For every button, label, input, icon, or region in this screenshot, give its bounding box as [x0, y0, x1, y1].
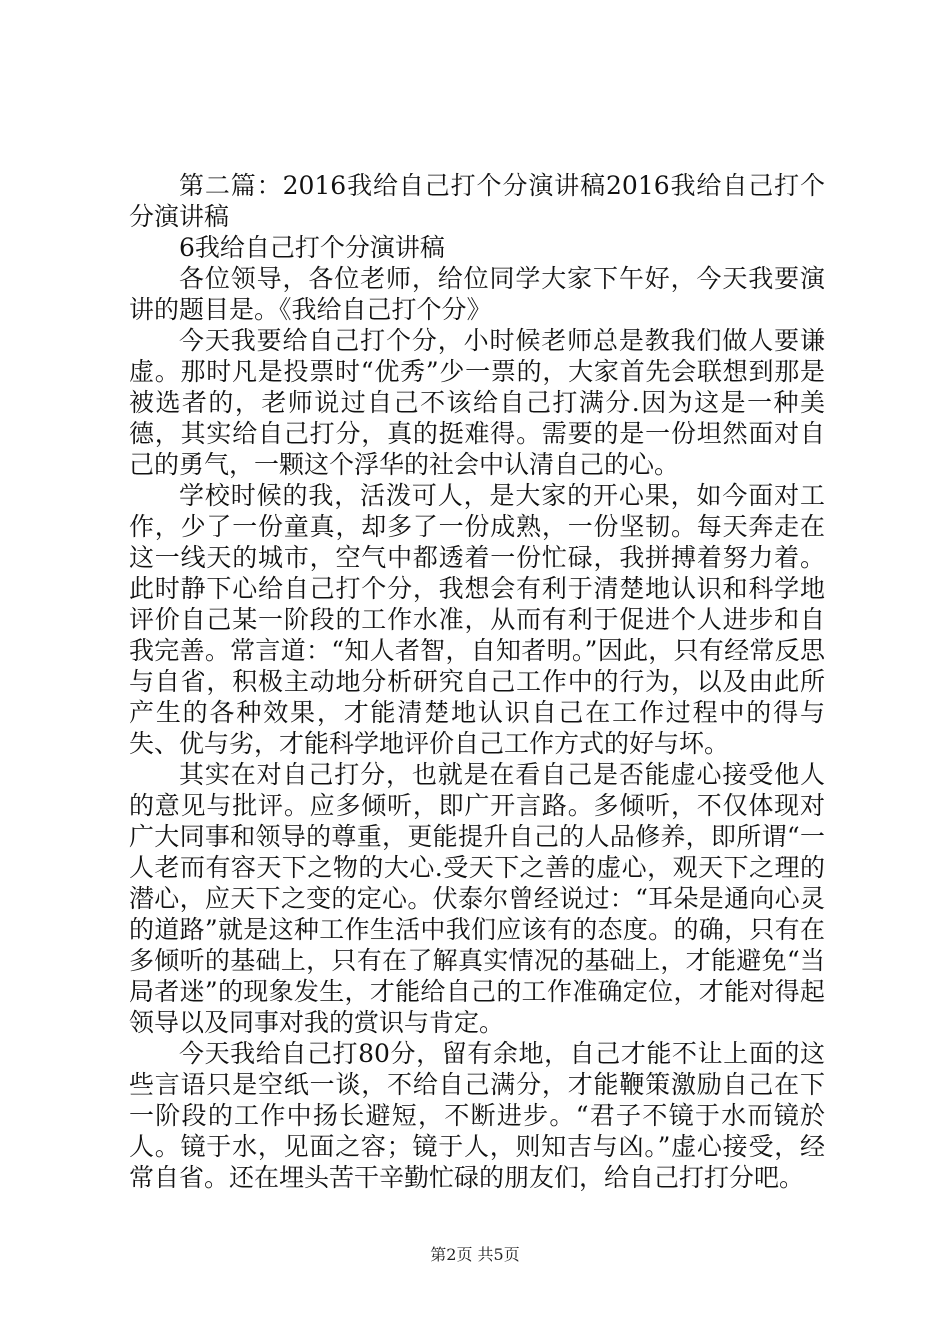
- document-title: 第二篇：2016我给自己打个分演讲稿2016我给自己打个分演讲稿: [129, 171, 825, 231]
- paragraph-4: 其实在对自己打分，也就是在看自己是否能虚心接受他人的意见与批评。应多倾听，即广开言路。多倾听，不仅体现对广大同事和领导的尊重，更能提升自己的人品修养，即所谓“一人老而有容天下之物的大心.受天下之善的虚心，观天下之理的潜心，应天下之变的定心。伏泰尔曾经说过：“耳朵是通向心灵的道路”就是这种工作生活中我们应该有的态度。的确，只有在多倾听的基础上，只有在了解真实情况的基础上，才能避免“当局者迷”的现象发生，才能给自己的工作准确定位，才能对得起领导以及同事对我的赏识与肯定。: [129, 760, 825, 1037]
- paragraph-5: 今天我给自己打80分，留有余地，自己才能不让上面的这些言语只是空纸一谈，不给自己满分，才能鞭策激励自己在下一阶段的工作中扬长避短，不断进步。“君子不镜于水而镜於人。镜于水，见面之容；镜于人，则知吉与凶。”虚心接受，经常自省。还在埋头苦干辛勤忙碌的朋友们，给自己打打分吧。: [129, 1039, 825, 1192]
- document-body: [129, 170, 825, 1193]
- page-footer: 第2页 共5页: [430, 1245, 520, 1264]
- document-subtitle: 6我给自己打个分演讲稿: [179, 233, 445, 262]
- paragraph-2: 今天我要给自己打个分，小时候老师总是教我们做人要谦虚。那时凡是投票时“优秀”少一票的，大家首先会联想到那是被选者的，老师说过自己不该给自己打满分.因为这是一种美德，其实给自己打分，真的挺难得。需要的是一份坦然面对自己的勇气，一颗这个浮华的社会中认清自己的心。: [129, 326, 825, 479]
- paragraph-3: 学校时候的我，活泼可人，是大家的开心果，如今面对工作，少了一份童真，却多了一份成熟，一份坚韧。每天奔走在这一线天的城市，空气中都透着一份忙碌，我拼搏着努力着。此时静下心给自己打个分，我想会有利于清楚地认识和科学地评价自己某一阶段的工作水准，从而有利于促进个人进步和自我完善。常言道：“知人者智，自知者明。”因此，只有经常反思与自省，积极主动地分析研究自己工作中的行为，以及由此所产生的各种效果，才能清楚地认识自己在工作过程中的得与失、优与劣，才能科学地评价自己工作方式的好与坏。: [129, 481, 825, 758]
- paragraph-1: 各位领导，各位老师，给位同学大家下午好，今天我要演讲的题目是。《我给自己打个分》: [129, 264, 825, 324]
